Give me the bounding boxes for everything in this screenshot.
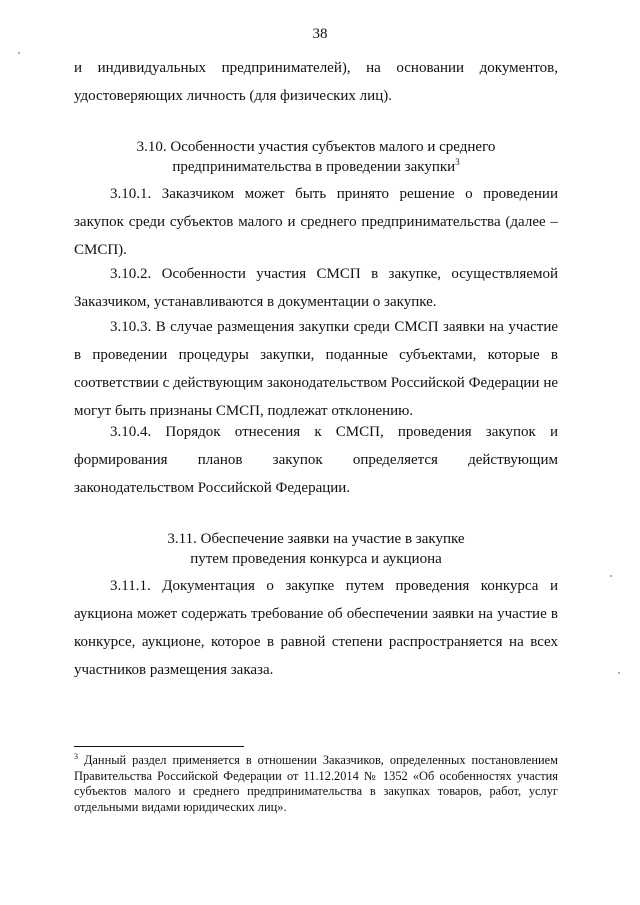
paragraph-3-10-1: 3.10.1. Заказчиком может быть принято решение о проведении закупок среди субъектов малого и среднего предпринимательства (далее – СМСП). [74,186,558,258]
page-number: 38 [312,26,328,42]
paragraph-3-10-3: 3.10.3. В случае размещения закупки среди СМСП заявки на участие в проведении процедуры закупки, поданные субъектами, которые в соответствии с действующим законодательством Российской Федерации не могут быть признаны СМСП, подлежат отклонению. [74,319,558,419]
paragraph-3-10-2: 3.10.2. Особенности участия СМСП в закупке, осуществляемой Заказчиком, устанавливаются в документации о закупке. [74,266,558,310]
section-3-10-heading-line-2-text: предпринимательства в проведении закупки [172,159,456,175]
section-3-11-heading-line-2: путем проведения конкурса и аукциона [190,551,442,567]
footnote [74,753,558,815]
footnote-marker: 3 [74,751,78,761]
section-3-10-heading [74,137,558,177]
paragraph-3-11-1: 3.11.1. Документация о закупке путем проведения конкурса и аукциона может содержать требование об обеспечении заявки на участие в конкурсе, аукционе, которое в равной степени распространяется на всех участников размещения заказа. [74,578,558,678]
section-3-11-heading [74,529,558,569]
scan-speck [610,575,612,577]
scan-speck [18,52,20,54]
section-3-11-heading-line-1: 3.11. Обеспечение заявки на участие в закупке [167,531,465,547]
footnote-separator [74,746,244,747]
continuation-paragraph [74,54,558,110]
scan-speck [618,672,620,674]
section-3-10-heading-line-1: 3.10. Особенности участия субъектов малого и среднего [136,139,496,155]
footnote-reference: 3 [455,157,460,167]
continuation-line-2: удостоверяющих личность (для физических лиц). [74,88,392,104]
footnote-text: Данный раздел применяется в отношении Заказчиков, определенных постановлением Правительства Российской Федерации от 11.12.2014 № 1352 «Об особенностях участия субъектов малого и среднего предпринимательства в закупках товаров, работ, услуг отдельными видами юридических лиц». [74,753,558,814]
paragraph-3-10-4: 3.10.4. Порядок отнесения к СМСП, проведения закупок и формирования планов закупок определяется действующим законодательством Российской Федерации. [74,424,558,496]
continuation-line-1: и индивидуальных предпринимателей), на основании документов, [74,60,558,76]
section-3-10-heading-line-2 [74,157,558,177]
